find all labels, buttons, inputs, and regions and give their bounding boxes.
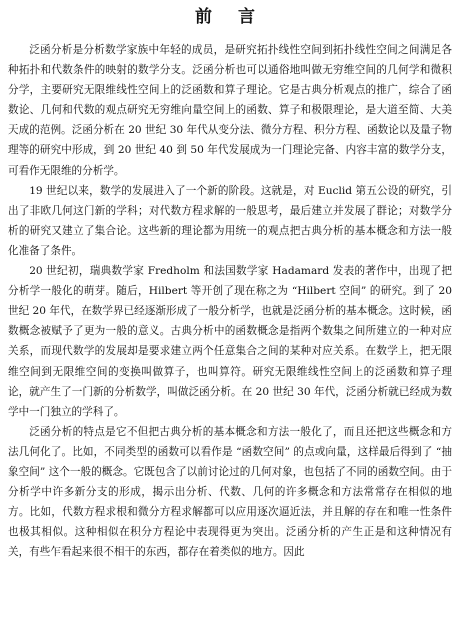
paragraph-1: 泛函分析是分析数学家族中年轻的成员，是研究拓扑线性空间到拓扑线性空间之间满足各种拓扑和代数条件的映射的数学分支。泛函分析也可以通俗地叫做无穷维空间的几何学和微积分学，主要研究无限维线性空间上的泛函数和算子理论。它是古典分析观点的推广，综合了函数论、几何和代数的观点研究无穷维向量空间上的函数、算子和极限理论，是大道至简、大美天成的范例。泛函分析在 20 世纪 30 年代从变分法、微分方程、积分方程、函数论以及量子物理等的研究中形成，到 20 世纪 40 到 50 年代发展成为一门理论完备、内容丰富的数学分支，可看作无限维的分析学。: [8, 44, 452, 177]
paragraph-3: 20 世纪初，瑞典数学家 Fredholm 和法国数学家 Hadamard 发表的著作中，出现了把分析学一般化的萌芽。随后，Hilbert 等开创了现在称之为 “Hilbert 空间” 的研究。到了 20 世纪 20 年代，在数学界已经逐渐形成了一般分析学，也就是泛函分析的基本概念。这时候，函数概念被赋予了更为一般的意义。古典分析中的函数概念是指两个数集之间所建立的一种对应关系，而现代数学的发展却是要求建立两个任意集合之间的某种对应关系。在数学上，把无限维空间到无限维空间的变换叫做算子，也叫算符。研究无限维线性空间上的泛函数和算子理论，就产生了一门新的分析数学，叫做泛函分析。在 20 世纪 30 年代，泛函分析就已经成为数学中一门独立的学科了。: [8, 265, 452, 418]
paragraph-2: 19 世纪以来，数学的发展进入了一个新的阶段。这就是，对 Euclid 第五公设的研究，引出了非欧几何这门新的学科；对代数方程求解的一般思考，最后建立并发展了群论；对数学分析的研究又建立了集合论。这些新的理论都为用统一的观点把古典分析的基本概念和方法一般化准备了条件。: [8, 184, 452, 257]
page-title: 前 言: [195, 7, 265, 27]
paragraph-4: 泛函分析的特点是它不但把古典分析的基本概念和方法一般化了，而且还把这些概念和方法几何化了。比如，不同类型的函数可以看作是 “函数空间” 的点或向量，这样最后得到了 “抽象空间” 这个一般的概念。它既包含了以前讨论过的几何对象，也包括了不同的函数空间。由于分析学中许多新分支的形成，揭示出分析、代数、几何的许多概念和方法常常存在相似的地方。比如，代数方程求根和微分方程求解都可以应用逐次逼近法，并且解的存在和唯一性条件也极其相似。这种相似在积分方程论中表现得更为突出。泛函分析的产生正是和这种情况有关，有些乍看起来很不相干的东西，都存在着类似的地方。因此: [8, 425, 452, 559]
